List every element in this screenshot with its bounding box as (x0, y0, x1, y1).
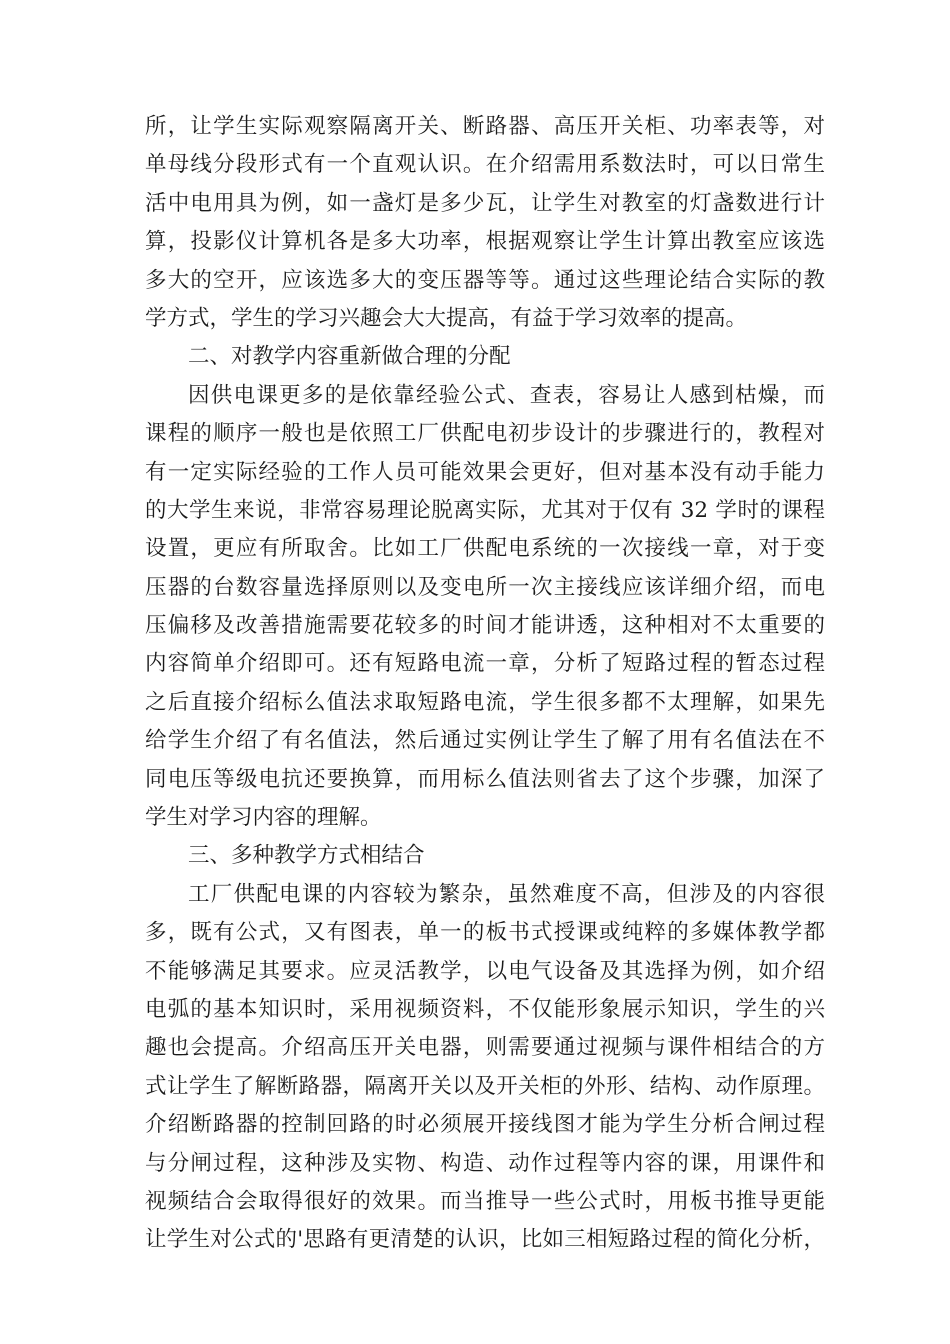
text-line: 的大学生来说，非常容易理论脱离实际，尤其对于仅有 32 学时的课程 (145, 497, 825, 523)
text-line: 学生对学习内容的理解。 (145, 805, 382, 831)
text-line: 式让学生了解断路器，隔离开关以及开关柜的外形、结构、动作原理。 (145, 1073, 825, 1099)
text-line: 同电压等级电抗还要换算，而用标么值法则省去了这个步骤，加深了 (145, 766, 825, 792)
text-line: 视频结合会取得很好的效果。而当推导一些公式时，用板书推导更能 (145, 1188, 825, 1214)
text-line: 课程的顺序一般也是依照工厂供配电初步设计的步骤进行的，教程对 (145, 421, 825, 447)
text-line: 压偏移及改善措施需要花较多的时间才能讲透，这种相对不太重要的 (145, 613, 825, 639)
text-line: 单母线分段形式有一个直观认识。在介绍需用系数法时，可以日常生 (145, 152, 825, 178)
paragraph-first-line: 工厂供配电课的内容较为繁杂，虽然难度不高，但涉及的内容很 (188, 881, 825, 907)
text-line: 电弧的基本知识时，采用视频资料，不仅能形象展示知识，学生的兴 (145, 996, 825, 1022)
text-line: 不能够满足其要求。应灵活教学，以电气设备及其选择为例，如介绍 (145, 958, 825, 984)
section-heading: 二、对教学内容重新做合理的分配 (188, 344, 511, 370)
text-line: 介绍断路器的控制回路的时必须展开接线图才能为学生分析合闸过程 (145, 1112, 825, 1138)
text-line: 趣也会提高。介绍高压开关电器，则需要通过视频与课件相结合的方 (145, 1035, 825, 1061)
text-line: 多，既有公式，又有图表，单一的板书式授课或纯粹的多媒体教学都 (145, 920, 825, 946)
text-line: 让学生对公式的'思路有更清楚的认识，比如三相短路过程的简化分析， (145, 1227, 825, 1253)
text-line: 所，让学生实际观察隔离开关、断路器、高压开关柜、功率表等，对 (145, 114, 825, 139)
text-line: 学方式，学生的学习兴趣会大大提高，有益于学习效率的提高。 (145, 305, 748, 331)
text-line: 算，投影仪计算机各是多大功率，根据观察让学生计算出教室应该选 (145, 229, 825, 255)
document-body (145, 108, 825, 1260)
text-line: 与分闸过程，这种涉及实物、构造、动作过程等内容的课，用课件和 (145, 1150, 825, 1176)
text-line: 内容简单介绍即可。还有短路电流一章，分析了短路过程的暂态过程 (145, 651, 825, 677)
text-line: 给学生介绍了有名值法，然后通过实例让学生了解了用有名值法在不 (145, 728, 825, 754)
text-line: 多大的空开，应该选多大的变压器等等。通过这些理论结合实际的教 (145, 267, 825, 293)
text-line: 有一定实际经验的工作人员可能效果会更好，但对基本没有动手能力 (145, 459, 825, 485)
text-line: 之后直接介绍标么值法求取短路电流，学生很多都不太理解，如果先 (145, 689, 825, 715)
paragraph-first-line: 因供电课更多的是依靠经验公式、查表，容易让人感到枯燥，而 (188, 382, 825, 408)
text-line: 设置，更应有所取舍。比如工厂供配电系统的一次接线一章，对于变 (145, 536, 825, 562)
text-line: 压器的台数容量选择原则以及变电所一次主接线应该详细介绍，而电 (145, 574, 825, 600)
section-heading: 三、多种教学方式相结合 (188, 843, 425, 869)
text-line: 活中电用具为例，如一盏灯是多少瓦，让学生对教室的灯盏数进行计 (145, 190, 825, 216)
